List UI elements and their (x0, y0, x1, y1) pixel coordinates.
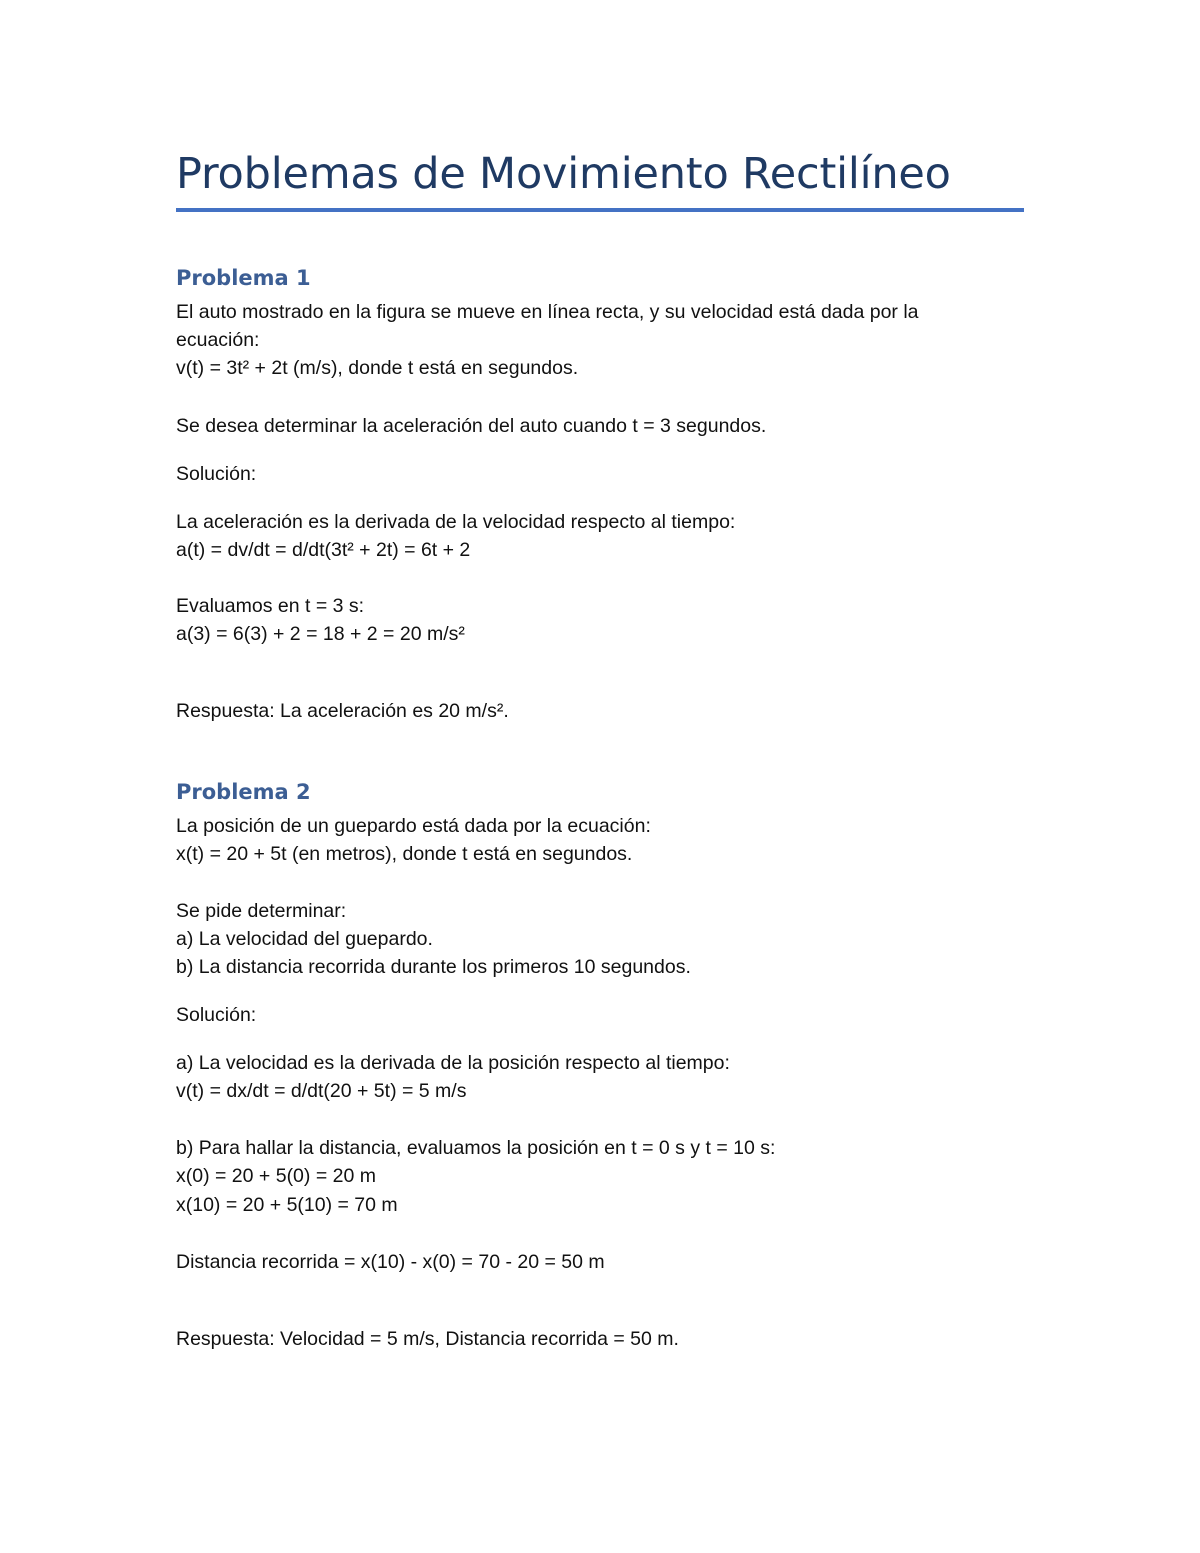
problem-2-solution-step: Distancia recorrida = x(10) - x(0) = 70 - 20 = 50 m (176, 1251, 605, 1273)
problem-1-solution-step: La aceleración es la derivada de la velocidad respecto al tiempo: (176, 511, 736, 533)
problem-1-statement-line: El auto mostrado en la figura se mueve en línea recta, y su velocidad está dada por la (176, 301, 919, 323)
problem-2-heading: Problema 2 (176, 780, 311, 804)
problem-1-heading: Problema 1 (176, 266, 311, 290)
problem-2-answer: Respuesta: Velocidad = 5 m/s, Distancia recorrida = 50 m. (176, 1328, 679, 1350)
problem-2-statement-line: La posición de un guepardo está dada por la ecuación: (176, 815, 651, 837)
problem-2-solution-step: v(t) = dx/dt = d/dt(20 + 5t) = 5 m/s (176, 1080, 467, 1102)
problem-1-solution-step: Evaluamos en t = 3 s: (176, 595, 365, 617)
title-underline (176, 208, 1024, 212)
document-title: Problemas de Movimiento Rectilíneo (176, 149, 951, 199)
problem-2-solution-label: Solución: (176, 1004, 257, 1026)
problem-1-question: Se desea determinar la aceleración del auto cuando t = 3 segundos. (176, 415, 767, 437)
problem-2-solution-step: x(10) = 20 + 5(10) = 70 m (176, 1194, 398, 1216)
problem-2-question-line: a) La velocidad del guepardo. (176, 928, 433, 950)
problem-1-answer: Respuesta: La aceleración es 20 m/s². (176, 700, 509, 722)
problem-2-solution-step: x(0) = 20 + 5(0) = 20 m (176, 1165, 376, 1187)
problem-2-question-line: Se pide determinar: (176, 900, 347, 922)
problem-1-statement-line: ecuación: (176, 329, 260, 351)
problem-1-solution-step: a(3) = 6(3) + 2 = 18 + 2 = 20 m/s² (176, 623, 465, 645)
problem-2-question-line: b) La distancia recorrida durante los primeros 10 segundos. (176, 956, 691, 978)
problem-1-solution-label: Solución: (176, 463, 257, 485)
problem-2-statement-line: x(t) = 20 + 5t (en metros), donde t está en segundos. (176, 843, 633, 865)
problem-1-solution-step: a(t) = dv/dt = d/dt(3t² + 2t) = 6t + 2 (176, 539, 471, 561)
problem-2-solution-step: b) Para hallar la distancia, evaluamos la posición en t = 0 s y t = 10 s: (176, 1137, 776, 1159)
problem-2-solution-step: a) La velocidad es la derivada de la posición respecto al tiempo: (176, 1052, 730, 1074)
problem-1-statement-line: v(t) = 3t² + 2t (m/s), donde t está en segundos. (176, 357, 579, 379)
